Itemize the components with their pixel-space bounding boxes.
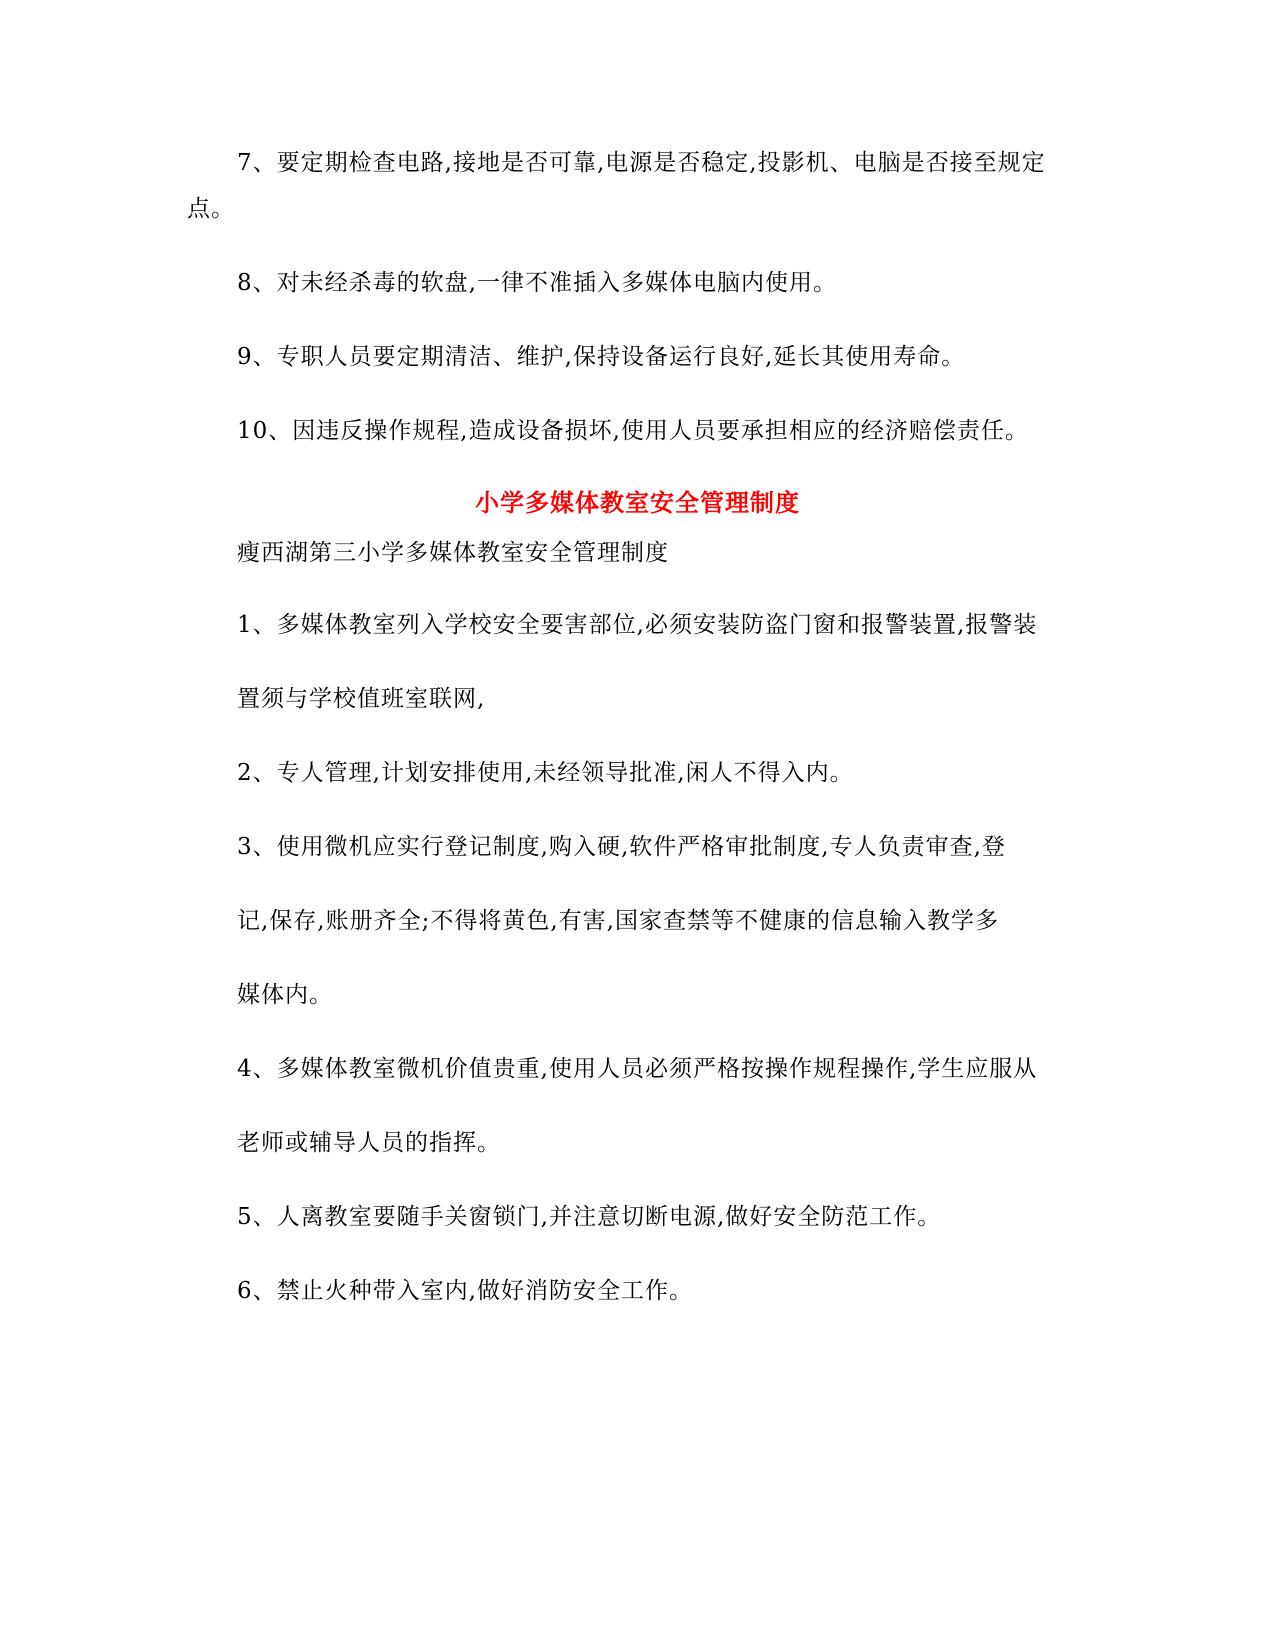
- paragraph-rule-3-line-2: 记,保存,账册齐全;不得将黄色,有害,国家查禁等不健康的信息输入教学多: [237, 908, 999, 934]
- paragraph-item-8: 8、对未经杀毒的软盘,一律不准插入多媒体电脑内使用。: [237, 270, 837, 296]
- paragraph-rule-6: 6、禁止火种带入室内,做好消防安全工作。: [237, 1278, 693, 1304]
- paragraph-rule-1-line-1: 1、多媒体教室列入学校安全要害部位,必须安装防盗门窗和报警装置,报警装: [237, 612, 1038, 638]
- paragraph-rule-4-line-2: 老师或辅导人员的指挥。: [237, 1130, 501, 1156]
- paragraph-rule-1-line-2: 置须与学校值班室联网,: [237, 686, 486, 712]
- paragraph-rule-5: 5、人离教室要随手关窗锁门,并注意切断电源,做好安全防范工作。: [237, 1204, 942, 1230]
- paragraph-rule-3-line-1: 3、使用微机应实行登记制度,购入硬,软件严格审批制度,专人负责审查,登: [237, 834, 1006, 860]
- paragraph-item-10: 10、因违反操作规程,造成设备损坏,使用人员要承担相应的经济赔偿责任。: [237, 418, 1029, 444]
- paragraph-item-7-line-2: 点。: [187, 196, 235, 222]
- document-subtitle: 瘦西湖第三小学多媒体教室安全管理制度: [237, 540, 669, 566]
- paragraph-rule-2: 2、专人管理,计划安排使用,未经领导批准,闲人不得入内。: [237, 760, 854, 786]
- section-title: 小学多媒体教室安全管理制度: [475, 488, 800, 517]
- paragraph-item-9: 9、专职人员要定期清洁、维护,保持设备运行良好,延长其使用寿命。: [237, 344, 966, 370]
- paragraph-rule-4-line-1: 4、多媒体教室微机价值贵重,使用人员必须严格按操作规程操作,学生应服从: [237, 1056, 1038, 1082]
- paragraph-rule-3-line-3: 媒体内。: [237, 982, 333, 1008]
- paragraph-item-7-line-1: 7、要定期检查电路,接地是否可靠,电源是否稳定,投影机、电脑是否接至规定: [237, 150, 1046, 176]
